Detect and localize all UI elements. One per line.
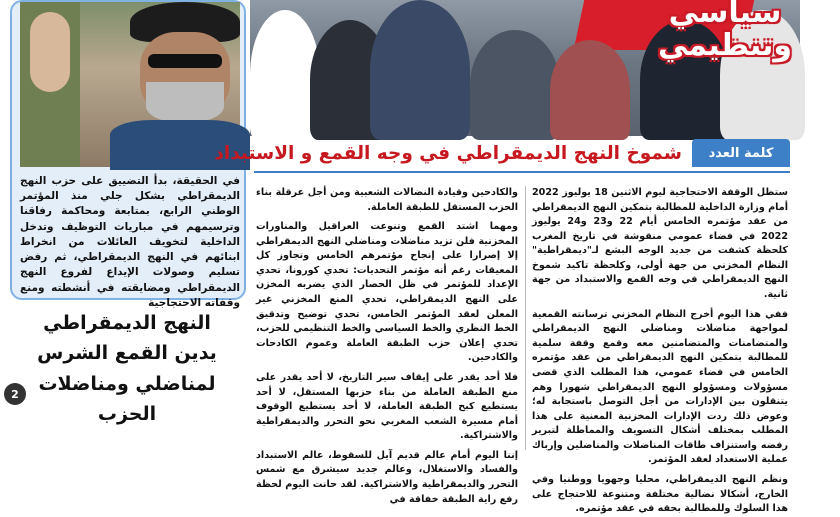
crowd-figure	[370, 0, 470, 140]
raised-fist	[30, 12, 70, 92]
paragraph: فلا أحد يقدر على إيقاف سير التاريخ، لا أحد يقدر على منع الطبقة العاملة من بناء حزبها المستقل، لا أحد يستطيع كبح الطبقة العاملة، لا أحد يستطيع الوقوف أمام مسيرة الشعب المغربي نحو التحرر والديمقراطية والاشتراكية.	[256, 371, 518, 442]
paragraph: ونظم النهج الديمقراطي، محليا وجهويا ووطنيا وفي الخارج، أشكالا نضالية مختلفة ومتنوعة للاحتجاج على هذا السلوك وللمطالبة بحقه في عقد مؤتمره.	[532, 473, 788, 515]
photo-headline	[610, 0, 840, 63]
portrait-photo	[20, 2, 240, 167]
page-number: 2	[4, 383, 26, 405]
sunglasses	[148, 54, 222, 68]
sidebar-card-text: في الحقيقة، بدأ التضييق على حزب النهج الديمقراطي بشكل جلي منذ المؤتمر الوطني الرابع، بمتابعة ومحاكمة رفاقنا وترسيمهم في مباريات التوظيف وتدخل الداخلية لتخويف العائلات من انخراط ابنائهم في النهج الديمقراطي، ثم رفض تسليم وصولات الإيداع لفروع النهج الديمقراطي ومضايقته في أنشطته ومنع وقفاته الاحتجاجية	[20, 175, 240, 309]
title-divider	[254, 171, 790, 173]
paragraph: ففي هذا اليوم أخرج النظام المخزني ترسانته القمعية لمواجهة مناضلات ومناضلي النهج الديمقراطي والمتضامنات والمتضامنين معه وقمع وقفة سلمية للمطالبة بتمكين النهج الديمقراطي من عقد مؤتمره الخامس في فضاء عمومي، هذا المطلب الذي قضى مسؤولات ومسؤولو النهج الديمقراطي شهورا وهم يتنقلون بين الإدارات من أجل التوصل باستجابة له؛ وعوض ذلك ردت الإدارات المخزنية المعنية على هذا المطلب بمختلف أشكال التسويف والمماطلة لتبرير رفضه واستنزاف طاقات المناضلات والمناضلين وإرباك عملية الاستعداد لعقد المؤتمر.	[532, 308, 788, 466]
paragraph: ستظل الوقفة الاحتجاجية ليوم الاثنين 18 يوليوز 2022 أمام وزارة الداخلية للمطالبة بتمكين النهج الديمقراطي من عقد مؤتمره الخامس أيام 22 و23 و24 يوليوز 2022 في فضاء عمومي منقوشة في تاريخ المغرب كلحظة كشفت من جديد الوجه البشع لـ"ديمقراطية" النظام المخزني من جهة أولى، وكلحظة تاكيد شموخ النهج الديمقراطي في وجه القمع والاستبداد من جهة ثانية.	[532, 187, 789, 301]
article-title: شموخ النهج الديمقراطي في وجه القمع و الاستبداد	[214, 143, 682, 164]
article-header	[214, 139, 800, 175]
paragraph: ومهما اشتد القمع وتنوعت العراقيل والمناورات المخزنية فلن تزيد مناضلات ومناضلي النهج الديمقراطي إلا إصرارا على إنجاح مؤتمرهم الخامس وتجاوز كل المعيقات رغم أنه مؤتمر التحديات: تحدي كورونا، تحدي الإعداد للمؤتمر في ظل الحصار الذي يضربه المخزن على النهج الديمقراطي، تحدي المنع المخزني غير المعلن لعقد المؤتمر الخامس، تحدي توضيح وتدقيق الخط النظري والخط السياسي والخط التنظيمي للحزب، تحدي إعلان حزب الطبقة العاملة وعموم الكادحات والكادحين.	[256, 221, 518, 364]
sidebar-headline: النهج الديمقراطي يدين القمع الشرس لمناضلي ومناضلات الحزب	[37, 312, 217, 426]
paragraph: والكادحين وقيادة النضالات الشعبية ومن أجل عرقلة بناء الحزب المستقل للطبقة العاملة.	[256, 187, 518, 213]
paragraph: إننا اليوم أمام عالم قديم آيل للسقوط، عالم الاستبداد والفساد والاستغلال، وعالم جديد سيشرق مع شمس التحرر والديمقراطية والاشتراكية. لقد حانت اليوم لحظة رفع راية الطبقة خفاقة في	[256, 449, 518, 505]
sidebar-card	[10, 0, 246, 309]
column-divider	[525, 186, 526, 450]
section-label: كلمة العدد	[692, 139, 790, 167]
beard	[146, 82, 224, 122]
crowd-figure	[470, 30, 560, 140]
news-photo-protest	[250, 0, 800, 136]
photo-headline-line2: سياسي وتنظيمي	[657, 0, 793, 63]
article-column-right	[532, 186, 789, 515]
article-column-middle	[256, 186, 518, 505]
